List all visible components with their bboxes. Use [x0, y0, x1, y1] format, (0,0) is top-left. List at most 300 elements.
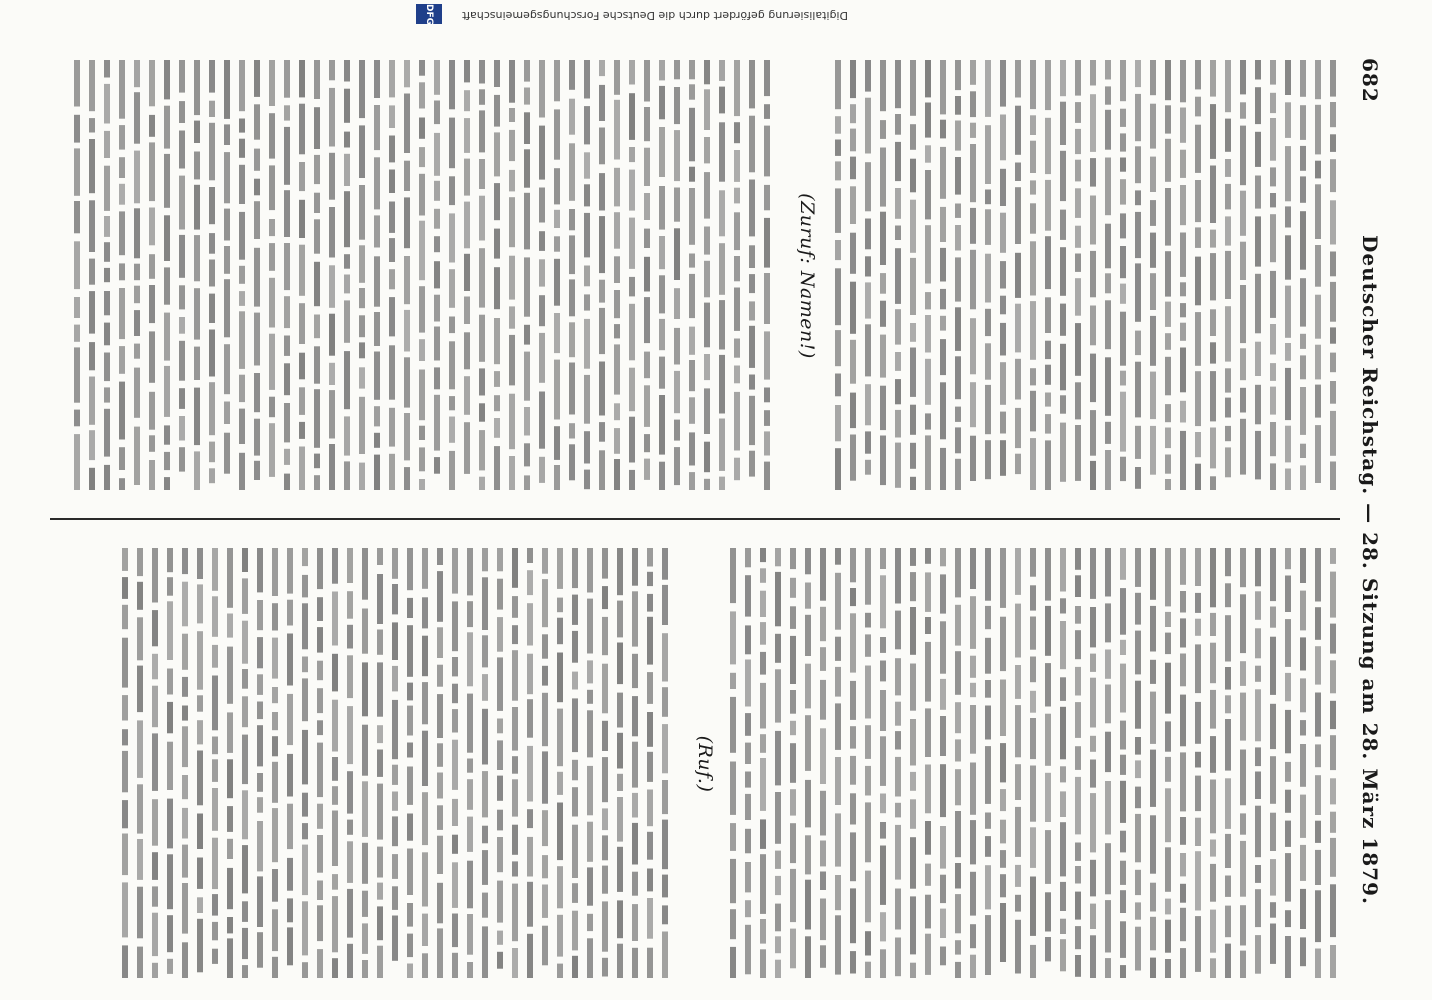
text-stroke — [1210, 342, 1216, 363]
text-stroke — [362, 662, 368, 716]
text-stroke — [689, 108, 695, 162]
text-stroke — [1285, 710, 1291, 753]
text-stroke — [662, 875, 668, 898]
text-stroke — [1300, 637, 1306, 670]
text-stroke — [955, 651, 961, 695]
text-stroke — [1030, 617, 1036, 650]
text-stroke — [632, 548, 638, 586]
text-stroke — [407, 849, 413, 896]
text-stroke — [1045, 60, 1051, 110]
text-stroke — [482, 826, 488, 844]
text-stroke — [865, 613, 871, 628]
text-stroke — [970, 872, 976, 916]
text-stroke — [542, 666, 548, 686]
text-stroke — [985, 865, 991, 909]
text-stroke — [374, 352, 380, 400]
text-stroke — [377, 630, 383, 655]
text-stroke — [1120, 109, 1126, 127]
text-stroke — [479, 315, 485, 362]
text-stroke — [1000, 362, 1006, 405]
text-stroke — [880, 301, 886, 327]
text-stroke — [89, 118, 95, 132]
text-stroke — [805, 583, 811, 609]
text-stroke — [314, 389, 320, 448]
text-stroke — [404, 197, 410, 248]
text-stroke — [985, 209, 991, 245]
text-stroke — [284, 60, 290, 98]
text-stroke — [632, 793, 638, 818]
text-stroke — [925, 864, 931, 886]
text-stroke — [1075, 188, 1081, 218]
text-stroke — [419, 447, 425, 471]
text-stroke — [299, 303, 305, 344]
text-stroke — [659, 60, 665, 80]
text-stroke — [644, 229, 650, 248]
text-stroke — [269, 243, 275, 271]
text-stroke — [197, 751, 203, 806]
text-stroke — [629, 60, 635, 85]
text-stroke — [689, 397, 695, 424]
text-stroke — [344, 351, 350, 409]
text-stroke — [1180, 853, 1186, 876]
text-stroke — [790, 721, 796, 735]
text-stroke — [925, 145, 931, 162]
text-stroke — [955, 605, 961, 646]
text-stroke — [1105, 450, 1111, 490]
text-stroke — [760, 568, 766, 583]
text-stroke — [164, 60, 170, 99]
text-stroke — [482, 893, 488, 918]
text-stroke — [1105, 732, 1111, 772]
text-stroke — [1180, 108, 1186, 143]
text-stroke — [317, 627, 323, 653]
text-stroke — [910, 124, 916, 150]
text-stroke — [1030, 657, 1036, 683]
text-stroke — [1240, 285, 1246, 343]
text-stroke — [212, 894, 218, 916]
text-stroke — [299, 245, 305, 296]
heckle-note: (Ruf.) — [694, 548, 716, 980]
text-stroke — [257, 932, 263, 968]
text-stroke — [1165, 847, 1171, 892]
text-stroke — [1285, 368, 1291, 420]
text-stroke — [1270, 93, 1276, 113]
text-stroke — [790, 743, 796, 783]
text-stroke — [1225, 548, 1231, 576]
text-stroke — [1030, 438, 1036, 490]
text-stroke — [1150, 750, 1156, 807]
text-stroke — [344, 60, 350, 82]
text-stroke — [1180, 884, 1186, 903]
text-stroke — [1090, 461, 1096, 490]
text-stroke — [925, 572, 931, 612]
text-stroke — [272, 687, 278, 703]
text-stroke — [119, 382, 125, 440]
text-stroke — [554, 426, 560, 460]
text-stroke — [314, 60, 320, 99]
text-stroke — [167, 577, 173, 596]
text-stroke — [1060, 102, 1066, 145]
text-stroke — [647, 752, 653, 782]
text-stroke — [970, 250, 976, 309]
text-stroke — [1045, 773, 1051, 822]
text-stroke — [239, 291, 245, 306]
text-stroke — [662, 932, 668, 979]
text-stroke — [1240, 951, 1246, 978]
text-stroke — [269, 397, 275, 418]
text-stroke — [910, 258, 916, 315]
text-stroke — [985, 125, 991, 184]
text-stroke — [850, 157, 856, 180]
text-stroke — [1150, 958, 1156, 978]
text-stroke — [719, 122, 725, 181]
text-stroke — [584, 470, 590, 490]
text-stroke — [1180, 348, 1186, 393]
text-stroke — [272, 909, 278, 951]
text-stroke — [805, 715, 811, 771]
text-stroke — [449, 269, 455, 308]
text-stroke — [377, 574, 383, 624]
text-stroke — [554, 259, 560, 306]
text-stroke — [1015, 60, 1021, 98]
text-stroke — [1225, 251, 1231, 299]
text-stroke — [437, 928, 443, 978]
text-stroke — [272, 808, 278, 862]
text-stroke — [1015, 548, 1021, 595]
text-stroke — [730, 611, 736, 664]
text-stroke — [745, 660, 751, 707]
text-stroke — [805, 936, 811, 978]
text-stroke — [730, 673, 736, 689]
text-stroke — [242, 669, 248, 689]
text-stroke — [1045, 714, 1051, 766]
text-stroke — [179, 285, 185, 309]
text-stroke — [1210, 548, 1216, 607]
text-stroke — [344, 154, 350, 186]
text-stroke — [584, 60, 590, 99]
text-stroke — [865, 725, 871, 759]
text-stroke — [910, 837, 916, 889]
text-stroke — [224, 344, 230, 394]
text-stroke — [632, 591, 638, 646]
text-stroke — [389, 269, 395, 289]
text-stroke — [134, 286, 140, 304]
text-stroke — [272, 957, 278, 978]
text-stroke — [527, 699, 533, 738]
text-stroke — [719, 300, 725, 349]
text-stroke — [1330, 812, 1336, 833]
text-stroke — [1030, 585, 1036, 610]
text-stroke — [775, 634, 781, 663]
text-stroke — [955, 407, 961, 422]
text-stroke — [182, 726, 188, 767]
text-stroke — [1195, 180, 1201, 222]
text-stroke — [1165, 251, 1171, 296]
text-stroke — [389, 136, 395, 163]
text-stroke — [1045, 892, 1051, 931]
text-stroke — [1300, 548, 1306, 583]
text-stroke — [209, 442, 215, 463]
text-stroke — [1195, 60, 1201, 89]
text-stroke — [614, 168, 620, 207]
text-stroke — [227, 647, 233, 704]
text-stroke — [422, 636, 428, 677]
text-stroke — [179, 60, 185, 93]
text-stroke — [374, 256, 380, 306]
text-stroke — [239, 311, 245, 369]
text-stroke — [104, 242, 110, 262]
text-stroke — [602, 808, 608, 830]
text-stroke — [1195, 916, 1201, 972]
text-stroke — [284, 190, 290, 237]
text-stroke — [329, 207, 335, 258]
text-stroke — [464, 422, 470, 474]
text-stroke — [1270, 193, 1276, 207]
text-stroke — [269, 334, 275, 390]
text-stroke — [1330, 735, 1336, 770]
text-stroke — [689, 472, 695, 490]
text-stroke — [790, 823, 796, 863]
text-stroke — [1240, 60, 1246, 94]
text-stroke — [392, 854, 398, 879]
text-stroke — [332, 592, 338, 646]
text-stroke — [242, 928, 248, 959]
text-stroke — [970, 820, 976, 864]
text-stroke — [1285, 548, 1291, 569]
text-stroke — [257, 548, 263, 592]
text-stroke — [734, 188, 740, 204]
text-stroke — [1270, 422, 1276, 456]
text-stroke — [1150, 157, 1156, 192]
text-stroke — [955, 894, 961, 933]
text-stroke — [482, 771, 488, 817]
text-stroke — [850, 435, 856, 481]
text-stroke — [674, 328, 680, 365]
text-stroke — [1015, 764, 1021, 800]
text-stroke — [970, 91, 976, 117]
text-stroke — [689, 84, 695, 99]
text-stroke — [89, 291, 95, 334]
text-stroke — [539, 60, 545, 118]
text-stroke — [269, 219, 275, 236]
text-stroke — [467, 861, 473, 909]
text-stroke — [419, 174, 425, 216]
text-stroke — [602, 548, 608, 579]
text-stroke — [850, 186, 856, 224]
text-stroke — [257, 637, 263, 668]
text-stroke — [1285, 146, 1291, 201]
heckle-note: (Zuruf: Namen!) — [796, 60, 818, 492]
text-stroke — [152, 610, 158, 646]
text-stroke — [89, 139, 95, 193]
text-stroke — [182, 706, 188, 721]
text-stroke — [1000, 412, 1006, 434]
text-stroke — [955, 204, 961, 218]
text-stroke — [1300, 720, 1306, 735]
text-stroke — [1060, 791, 1066, 817]
text-stroke — [617, 733, 623, 769]
text-stroke — [1090, 251, 1096, 297]
text-stroke — [880, 822, 886, 839]
text-stroke — [602, 721, 608, 751]
text-stroke — [1225, 834, 1231, 868]
text-stroke — [137, 617, 143, 660]
text-stroke — [1225, 398, 1231, 418]
text-stroke — [1135, 60, 1141, 87]
text-stroke — [704, 479, 710, 490]
text-stroke — [614, 344, 620, 394]
text-stroke — [1285, 206, 1291, 227]
text-stroke — [227, 614, 233, 638]
text-stroke — [149, 331, 155, 382]
text-stroke — [329, 390, 335, 438]
text-stroke — [317, 905, 323, 941]
text-stroke — [497, 579, 503, 610]
text-stroke — [1255, 889, 1261, 927]
text-stroke — [805, 880, 811, 930]
text-stroke — [584, 152, 590, 178]
text-stroke — [104, 291, 110, 315]
text-stroke — [254, 419, 260, 456]
text-stroke — [542, 548, 548, 574]
text-stroke — [239, 375, 245, 402]
text-stroke — [689, 60, 695, 79]
text-stroke — [910, 323, 916, 342]
text-stroke — [1030, 180, 1036, 194]
text-stroke — [407, 625, 413, 677]
text-stroke — [452, 684, 458, 704]
text-stroke — [985, 548, 991, 601]
text-stroke — [419, 370, 425, 421]
text-stroke — [835, 60, 841, 109]
text-stroke — [122, 695, 128, 720]
text-stroke — [554, 210, 560, 228]
text-stroke — [1090, 678, 1096, 728]
text-stroke — [1060, 304, 1066, 336]
text-stroke — [197, 548, 203, 579]
text-stroke — [257, 821, 263, 871]
text-stroke — [985, 254, 991, 303]
text-stroke — [1165, 757, 1171, 782]
text-stroke — [820, 728, 826, 784]
text-stroke — [89, 430, 95, 460]
text-stroke — [209, 60, 215, 93]
text-stroke — [482, 709, 488, 765]
text-stroke — [662, 724, 668, 773]
text-stroke — [344, 89, 350, 123]
text-stroke — [1120, 548, 1126, 580]
text-stroke — [1015, 895, 1021, 912]
text-stroke — [1315, 850, 1321, 885]
text-stroke — [1150, 200, 1156, 226]
text-stroke — [227, 868, 233, 909]
text-stroke — [482, 926, 488, 978]
text-stroke — [119, 184, 125, 205]
text-stroke — [524, 60, 530, 82]
text-stroke — [1210, 230, 1216, 248]
text-stroke — [850, 60, 856, 98]
text-stroke — [389, 297, 395, 336]
text-stroke — [497, 810, 503, 831]
text-stroke — [1105, 273, 1111, 293]
text-stroke — [850, 588, 856, 606]
text-stroke — [494, 183, 500, 220]
text-stroke — [314, 346, 320, 383]
text-stroke — [302, 845, 308, 896]
text-stroke — [910, 719, 916, 766]
text-stroke — [374, 455, 380, 490]
text-stroke — [1060, 939, 1066, 971]
text-stroke — [1225, 216, 1231, 245]
text-stroke — [985, 606, 991, 629]
text-stroke — [1270, 118, 1276, 161]
text-stroke — [760, 591, 766, 617]
text-stroke — [820, 791, 826, 836]
text-stroke — [820, 899, 826, 941]
text-stroke — [895, 611, 901, 650]
text-stroke — [1330, 462, 1336, 491]
text-stroke — [149, 142, 155, 201]
text-stroke — [647, 832, 653, 860]
text-stroke — [167, 915, 173, 952]
text-stroke — [734, 256, 740, 281]
text-stroke — [674, 371, 680, 413]
text-stroke — [1075, 630, 1081, 659]
text-stroke — [197, 584, 203, 623]
text-stroke — [617, 693, 623, 728]
text-stroke — [74, 115, 80, 143]
text-stroke — [1000, 850, 1006, 868]
text-stroke — [359, 397, 365, 454]
text-stroke — [1045, 440, 1051, 490]
text-stroke — [527, 654, 533, 695]
text-stroke — [1060, 766, 1066, 782]
text-stroke — [254, 149, 260, 171]
text-stroke — [374, 105, 380, 150]
text-stroke — [1165, 920, 1171, 953]
text-stroke — [1120, 213, 1126, 238]
text-stroke — [1210, 864, 1216, 902]
text-stroke — [242, 696, 248, 727]
text-stroke — [1195, 257, 1201, 306]
text-stroke — [835, 637, 841, 661]
text-stroke — [392, 584, 398, 614]
text-stroke — [377, 906, 383, 940]
text-stroke — [242, 548, 248, 572]
text-stroke — [227, 712, 233, 753]
text-stroke — [1255, 431, 1261, 480]
text-stroke — [119, 478, 125, 490]
text-stroke — [880, 148, 886, 207]
text-stroke — [1000, 743, 1006, 782]
text-stroke — [1240, 126, 1246, 186]
text-stroke — [955, 940, 961, 954]
text-stroke — [1075, 575, 1081, 597]
text-stroke — [329, 314, 335, 356]
text-stroke — [347, 655, 353, 698]
text-stroke — [1120, 246, 1126, 278]
text-stroke — [1240, 242, 1246, 280]
text-stroke — [224, 402, 230, 425]
text-stroke — [820, 841, 826, 867]
text-stroke — [1330, 572, 1336, 618]
text-stroke — [940, 316, 946, 331]
text-stroke — [970, 60, 976, 85]
text-stroke — [479, 110, 485, 152]
text-stroke — [1240, 191, 1246, 236]
text-stroke — [1075, 60, 1081, 96]
text-stroke — [422, 953, 428, 978]
